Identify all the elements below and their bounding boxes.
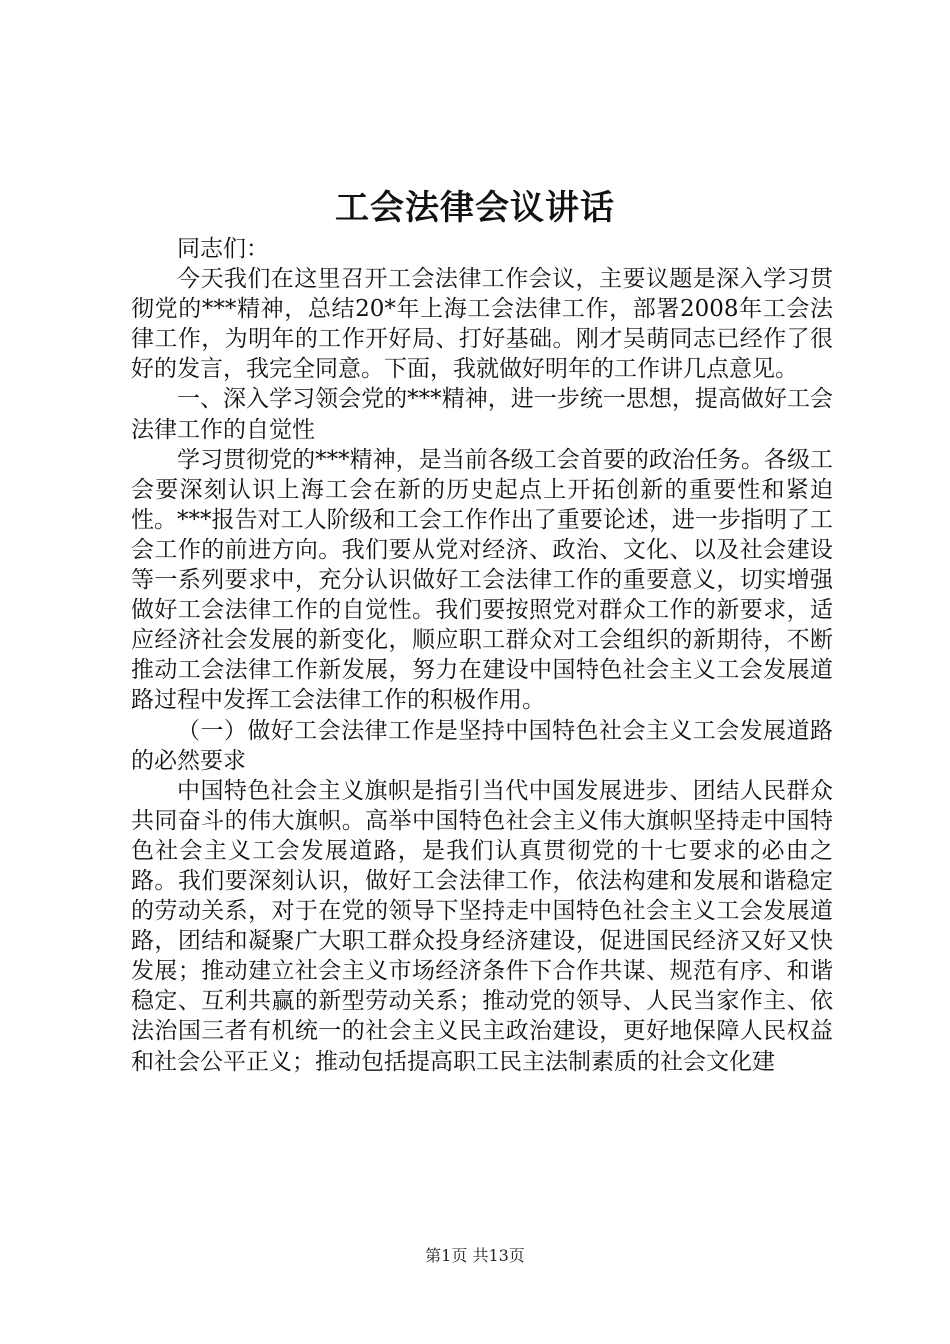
subsection-1-paragraph: 中国特色社会主义旗帜是指引当代中国发展进步、团结人民群众共同奋斗的伟大旗帜。高举中国特色社会主义伟大旗帜坚持走中国特色社会主义工会发展道路，是我们认真贯彻党的十七要求的必由之路。我们要深刻认识，做好工会法律工作，依法构建和发展和谐稳定的劳动关系，对于在党的领导下坚持走中国特色社会主义工会发展道路，团结和凝聚广大职工群众投身经济建设，促进国民经济又好又快发展；推动建立社会主义市场经济条件下合作共谋、规范有序、和谐稳定、互利共赢的新型劳动关系；推动党的领导、人民当家作主、依法治国三者有机统一的社会主义民主政治建设，更好地保障人民权益和社会公平正义；推动包括提高职工民主法制素质的社会文化建 bbox=[131, 777, 833, 1075]
section-1-paragraph: 学习贯彻党的***精神，是当前各级工会首要的政治任务。各级工会要深刻认识上海工会在新的历史起点上开拓创新的重要性和紧迫性。***报告对工人阶级和工会工作作出了重要论述，进一步指明了工会工作的前进方向。我们要从党对经济、政治、文化、以及社会建设等一系列要求中，充分认识做好工会法律工作的重要意义，切实增强做好工会法律工作的自觉性。我们要按照党对群众工作的新要求，适应经济社会发展的新变化，顺应职工群众对工会组织的新期待，不断推动工会法律工作新发展，努力在建设中国特色社会主义工会发展道路过程中发挥工会法律工作的积极作用。 bbox=[131, 446, 833, 714]
page-footer: 第1页 共13页 bbox=[425, 1246, 525, 1265]
subsection-heading-1: （一）做好工会法律工作是坚持中国特色社会主义工会发展道路的必然要求 bbox=[131, 717, 833, 774]
intro-paragraph: 今天我们在这里召开工会法律工作会议，主要议题是深入学习贯彻党的***精神，总结20*年上海工会法律工作，部署2008年工会法律工作，为明年的工作开好局、打好基础。刚才吴萌同志已经作了很好的发言，我完全同意。下面，我就做好明年的工作讲几点意见。 bbox=[131, 266, 833, 383]
document-title: 工会法律会议讲话 bbox=[335, 188, 615, 228]
salutation-paragraph: 同志们： bbox=[177, 236, 269, 262]
section-heading-1: 一、深入学习领会党的***精神，进一步统一思想，提高做好工会法律工作的自觉性 bbox=[131, 386, 833, 443]
document-body bbox=[131, 234, 833, 1077]
